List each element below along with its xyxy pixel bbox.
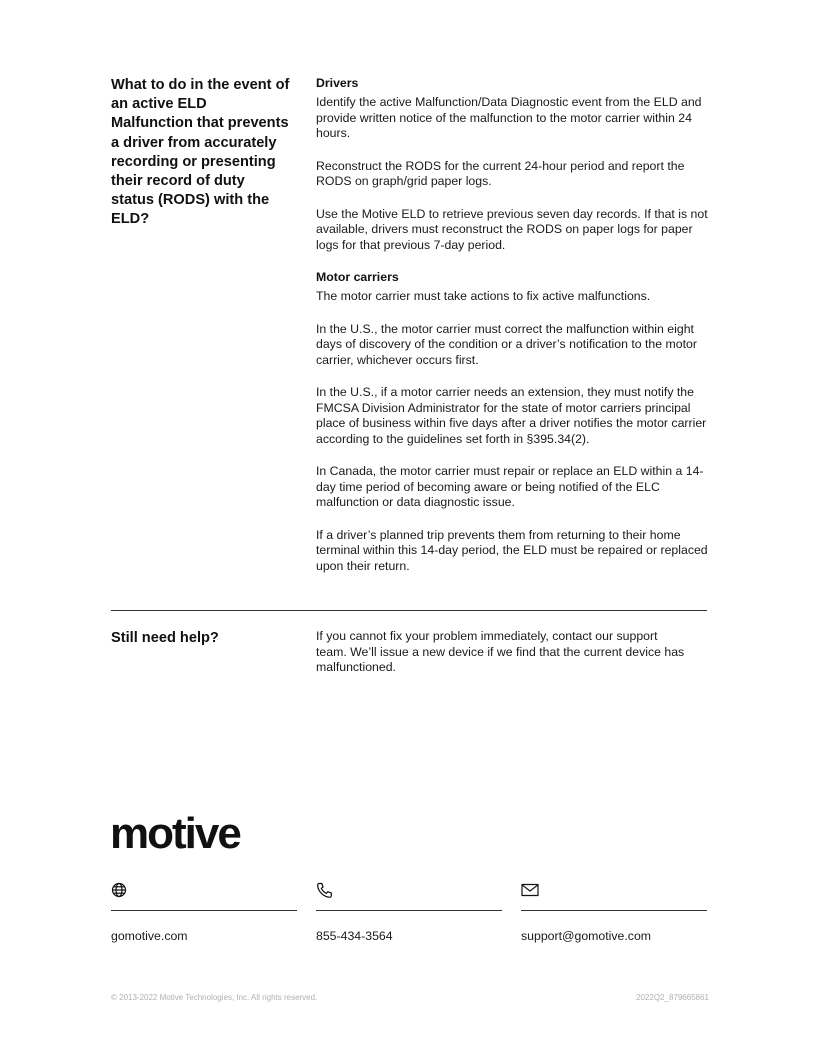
drivers-paragraph: Reconstruct the RODS for the current 24-hour period and report the RODS on graph/grid paper logs. xyxy=(316,158,685,188)
motive-logo xyxy=(110,812,280,854)
email-link[interactable]: support@gomotive.com xyxy=(521,929,652,943)
carriers-paragraph: In Canada, the motor carrier must repair or replace an ELD within a 14-day time period of becoming aware or being notified of the ELC malfunction or data diagnostic issue. xyxy=(316,464,704,509)
contact-email xyxy=(521,882,707,944)
contact-divider xyxy=(521,910,707,911)
drivers-heading: Drivers xyxy=(316,76,359,90)
mail-icon xyxy=(521,882,707,900)
drivers-paragraph: Identify the active Malfunction/Data Diagnostic event from the ELD and provide written notice of the malfunction to the motor carrier within 24 hours. xyxy=(316,95,702,140)
carriers-paragraph: In the U.S., the motor carrier must correct the malfunction within eight days of discovery of the condition or a driver’s notification to the motor carrier, whichever occurs first. xyxy=(316,321,697,367)
contact-phone xyxy=(316,882,502,944)
carriers-paragraph: If a driver’s planned trip prevents them from returning to their home terminal within this 14-day period, the ELD must be repaired or replaced upon their return. xyxy=(316,527,708,573)
phone-icon xyxy=(316,882,502,900)
website-link[interactable]: gomotive.com xyxy=(111,929,188,943)
copyright-text: © 2013-2022 Motive Technologies, Inc. All rights reserved. xyxy=(111,993,318,1002)
carriers-paragraph: In the U.S., if a motor carrier needs an extension, they must notify the FMCSA Division Administrator for the state of motor carriers principal place of business within five days after a driver notifies the motor carrier according to the guidelines set forth in §395.34(2). xyxy=(316,385,707,446)
drivers-paragraph: Use the Motive ELD to retrieve previous seven day records. If that is not available, drivers must reconstruct the RODS on paper logs for paper logs for that previous 7-day period. xyxy=(316,206,708,252)
contact-website xyxy=(111,882,297,944)
motive-logo-text: motive xyxy=(110,812,240,854)
globe-icon xyxy=(111,882,297,900)
contact-divider xyxy=(316,910,502,911)
phone-number[interactable]: 855-434-3564 xyxy=(316,929,393,943)
help-text: If you cannot fix your problem immediately, contact our support team. We’ll issue a new device if we find that the current device has malfunctioned. xyxy=(316,629,685,674)
contact-divider xyxy=(111,910,297,911)
motor-carriers-heading: Motor carriers xyxy=(316,270,399,284)
document-code: 2022Q2_879665861 xyxy=(636,993,709,1002)
faq-answer xyxy=(316,76,708,574)
section-divider xyxy=(111,610,707,611)
carriers-paragraph: The motor carrier must take actions to fix active malfunctions. xyxy=(316,289,651,303)
faq-question: What to do in the event of an active ELD Malfunction that prevents a driver from accurately recording or presenting their record of duty status (RODS) with the ELD? xyxy=(111,77,290,228)
help-heading: Still need help? xyxy=(111,630,219,646)
